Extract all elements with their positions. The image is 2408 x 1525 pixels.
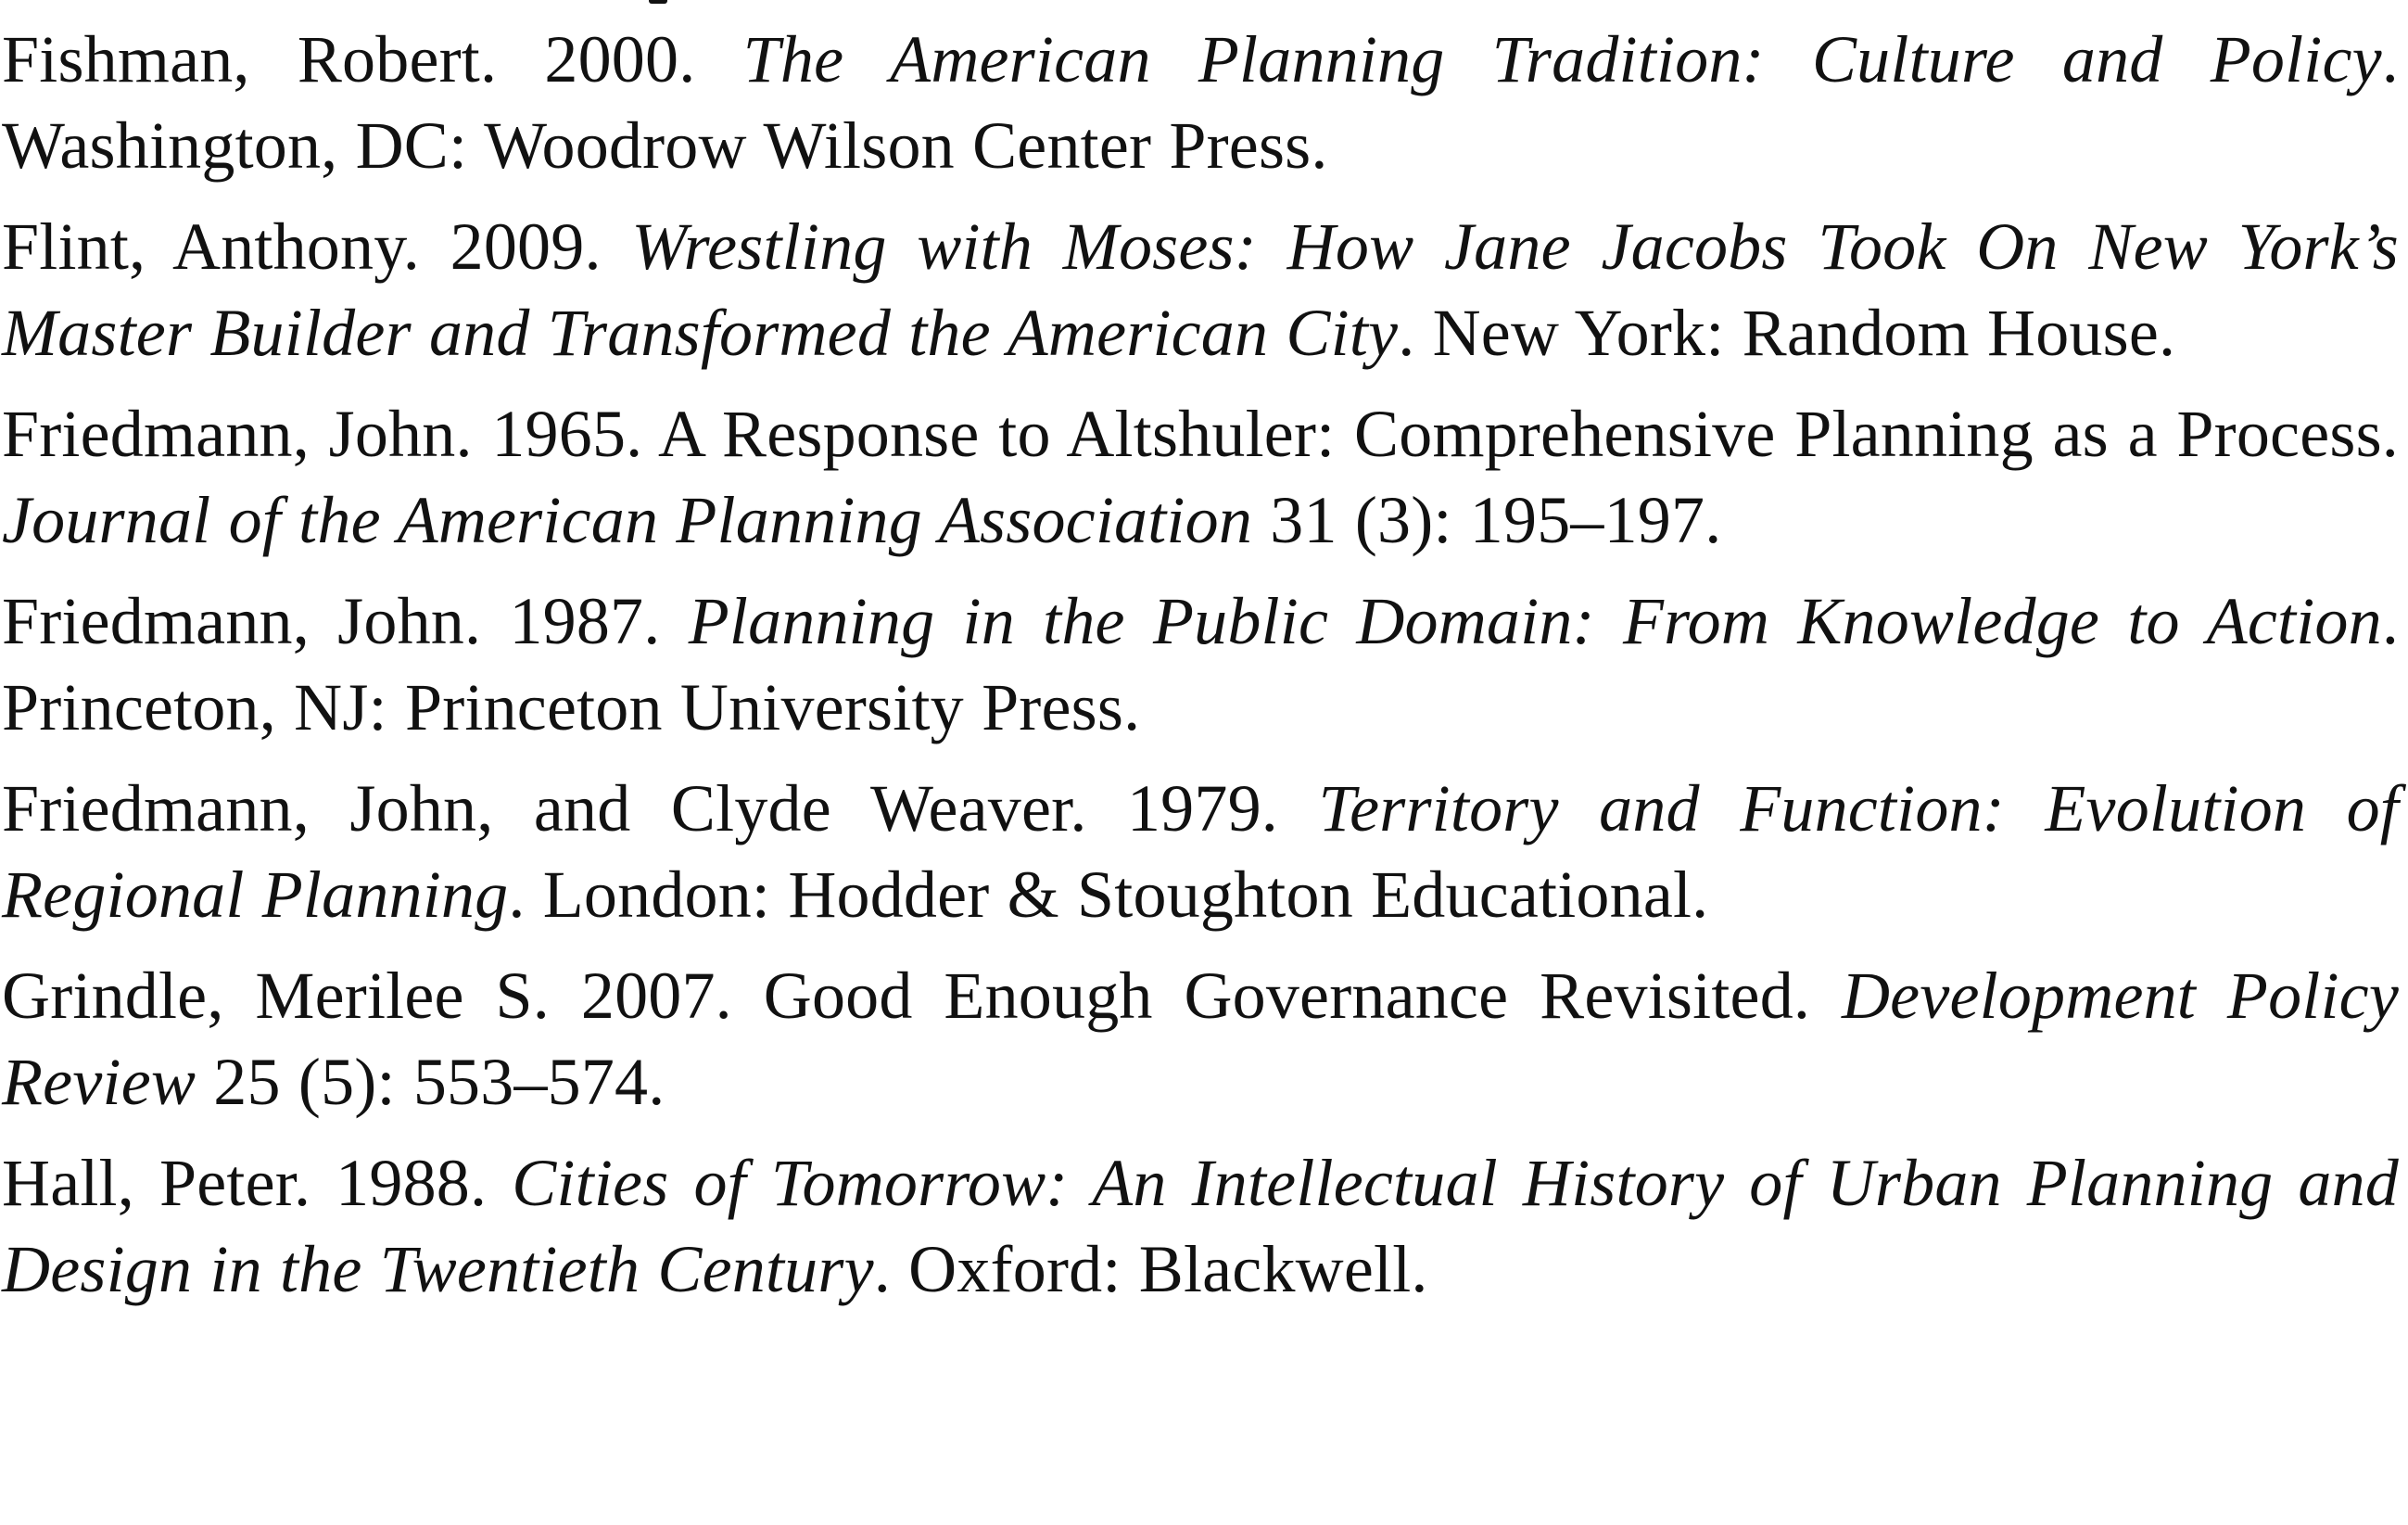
reference-entry [2, 17, 2399, 189]
reference-entry [2, 1140, 2399, 1313]
reference-entry [2, 391, 2399, 564]
reference-title: Cities of Tomorrow: An Intellectual History of Urban Planning and Design in the Twentieth Century [2, 1146, 2399, 1306]
reference-text: 25 (5): 553–574. [196, 1045, 665, 1119]
reference-title: Journal of the American Planning Association [2, 483, 1253, 557]
reference-text: . Oxford: Blackwell. [873, 1232, 1428, 1306]
reference-title: Wrestling with Moses: How Jane Jacobs Took On New York’s Master Builder and Transformed the American City [2, 210, 2400, 370]
reference-title: Territory and Function: Evolution of Regional Planning [2, 771, 2399, 932]
reference-entry [2, 953, 2399, 1125]
reference-text: . New York: Random House. [1398, 296, 2176, 370]
reference-text: Friedmann, John. 1987. [2, 584, 689, 658]
reference-title: Planning in the Public Domain: From Knowledge to Action [688, 584, 2382, 658]
reference-entry [2, 578, 2399, 751]
reference-text: . Princeton, NJ: Princeton University Press. [2, 584, 2400, 744]
cropped-text-fragment [0, 0, 2408, 7]
reference-entry [2, 766, 2399, 938]
reference-text: . Washington, DC: Woodrow Wilson Center Press. [2, 22, 2399, 183]
reference-text: Flint, Anthony. 2009. [2, 210, 632, 284]
reference-text: Grindle, Merilee S. 2007. Good Enough Governance Revisited. [2, 959, 1842, 1033]
reference-text: Friedmann, John, and Clyde Weaver. 1979. [2, 771, 1319, 845]
reference-text: Hall, Peter. 1988. [2, 1146, 513, 1220]
reference-text: Friedmann, John. 1965. A Response to Altshuler: Comprehensive Planning as a Process. [2, 397, 2399, 471]
reference-title: The American Planning Tradition: Culture and Policy [742, 22, 2382, 96]
reference-text: Fishman, Robert. 2000. [2, 22, 743, 96]
reference-text: . London: Hodder & Stoughton Educational. [508, 858, 1709, 932]
reference-title: Development Policy Review [2, 959, 2399, 1119]
reference-entry [2, 204, 2399, 376]
reference-text: 31 (3): 195–197. [1252, 483, 1722, 557]
